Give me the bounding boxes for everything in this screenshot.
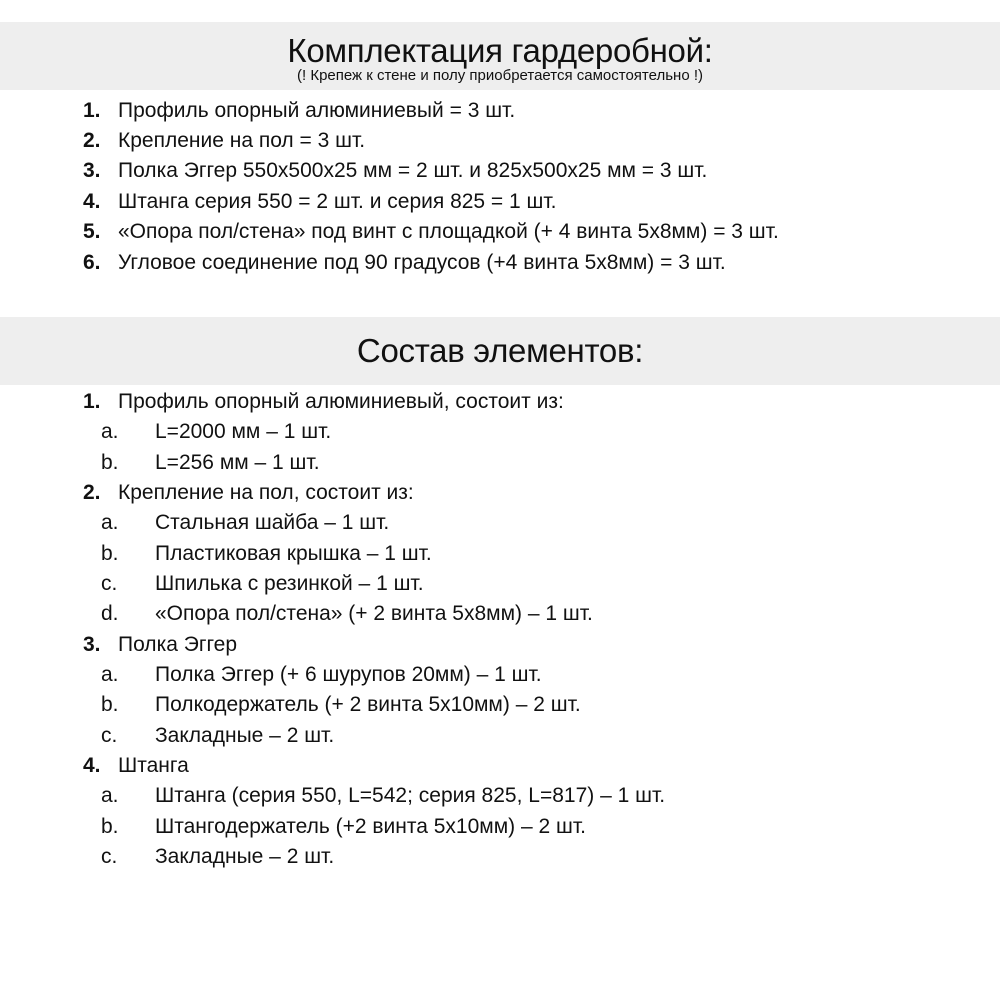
composition-header-band — [0, 317, 1000, 385]
kit-title: Комплектация гардеробной: — [287, 32, 713, 69]
kit-subtitle-note: (! Крепеж к стене и полу приобретается самостоятельно !) — [297, 67, 703, 84]
composition-title: Состав элементов: — [356, 332, 644, 369]
kit-header-band — [0, 22, 1000, 90]
